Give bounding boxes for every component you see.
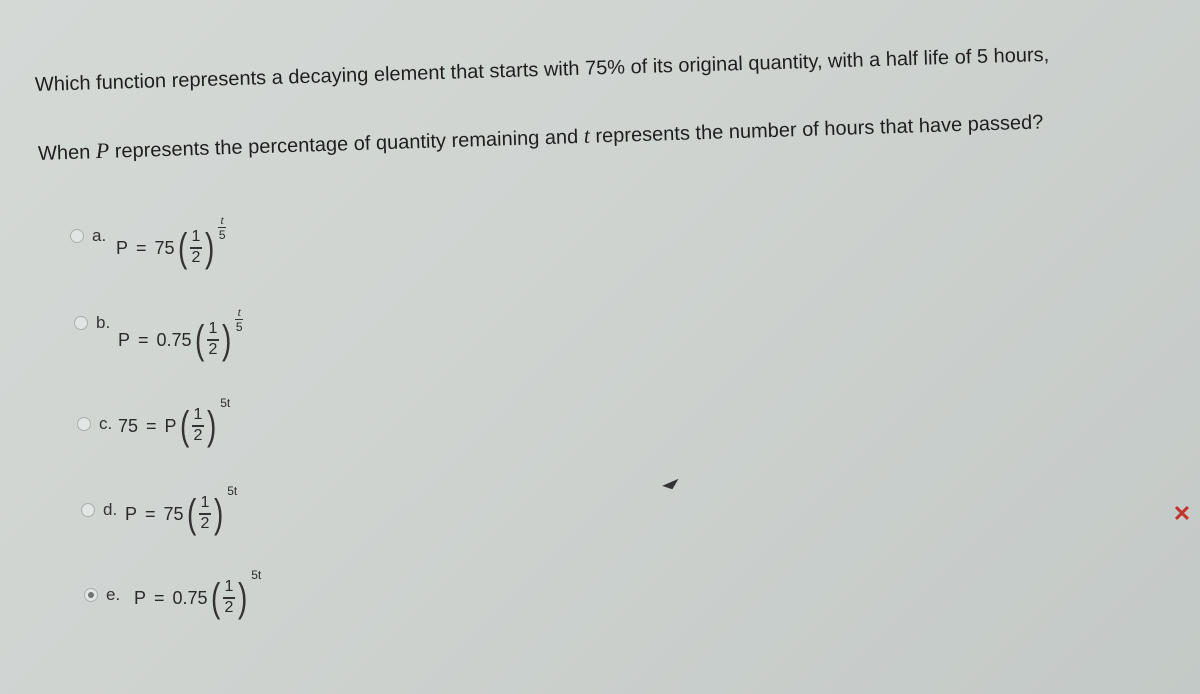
base-numerator: 1 bbox=[224, 578, 234, 596]
question-line2-prefix: When bbox=[37, 141, 97, 165]
formula-equals: = bbox=[136, 237, 147, 258]
formula-a bbox=[116, 213, 226, 270]
formula-lhs: P bbox=[134, 587, 147, 608]
formula-b bbox=[118, 305, 243, 362]
base-fraction bbox=[192, 407, 204, 444]
radio-button-d[interactable] bbox=[81, 503, 95, 517]
radio-button-b[interactable] bbox=[74, 316, 88, 330]
formula-equals: = bbox=[154, 587, 165, 608]
base-denominator: 2 bbox=[224, 598, 234, 616]
radio-button-e[interactable] bbox=[84, 588, 98, 602]
question-text-line-2 bbox=[38, 108, 1044, 166]
exponent: 5t bbox=[227, 484, 238, 498]
option-b[interactable] bbox=[74, 313, 124, 333]
formula-lhs: P bbox=[116, 237, 129, 258]
formula-lhs: 75 bbox=[118, 415, 139, 436]
formula-d bbox=[125, 484, 238, 536]
question-line2-middle: represents the percentage of quantity remaining and bbox=[108, 125, 585, 163]
open-paren: ( bbox=[194, 318, 204, 362]
formula-equals: = bbox=[138, 329, 149, 350]
radio-button-c[interactable] bbox=[77, 417, 91, 431]
formula-coefficient: 75 bbox=[163, 503, 184, 524]
variable-p: P bbox=[95, 137, 110, 164]
radio-button-a[interactable] bbox=[70, 229, 84, 243]
option-letter: a. bbox=[92, 226, 107, 245]
base-fraction bbox=[199, 495, 211, 532]
option-letter: e. bbox=[106, 585, 121, 604]
close-paren: ) bbox=[221, 318, 232, 362]
base-fraction bbox=[207, 321, 219, 358]
base-numerator: 1 bbox=[208, 320, 218, 338]
mouse-pointer-icon bbox=[661, 474, 683, 496]
open-paren: ( bbox=[177, 226, 187, 270]
variable-t: t bbox=[583, 122, 591, 148]
exponent: 5t bbox=[220, 396, 231, 410]
base-fraction bbox=[190, 229, 202, 266]
base-denominator: 2 bbox=[191, 248, 201, 266]
open-paren: ( bbox=[210, 576, 220, 620]
exponent-numerator: t bbox=[220, 213, 224, 227]
close-paren: ) bbox=[213, 492, 224, 536]
exponent-numerator: t bbox=[237, 305, 241, 319]
option-letter: b. bbox=[96, 313, 111, 332]
option-letter: c. bbox=[99, 414, 113, 433]
formula-coefficient: 0.75 bbox=[156, 329, 192, 350]
question-line2-suffix: represents the number of hours that have passed? bbox=[589, 111, 1044, 148]
base-denominator: 2 bbox=[200, 514, 210, 532]
formula-e bbox=[134, 568, 262, 620]
formula-c bbox=[118, 396, 231, 448]
formula-lhs: P bbox=[118, 329, 131, 350]
base-denominator: 2 bbox=[193, 426, 203, 444]
formula-coefficient: 75 bbox=[154, 237, 175, 258]
base-numerator: 1 bbox=[200, 494, 210, 512]
base-fraction bbox=[223, 579, 235, 616]
exponent-fraction bbox=[235, 306, 243, 333]
base-denominator: 2 bbox=[208, 340, 218, 358]
exponent-fraction bbox=[218, 214, 226, 241]
option-letter: d. bbox=[103, 500, 118, 519]
option-a[interactable] bbox=[70, 226, 120, 246]
option-d[interactable] bbox=[81, 500, 131, 520]
formula-equals: = bbox=[145, 503, 156, 524]
open-paren: ( bbox=[179, 404, 189, 448]
base-numerator: 1 bbox=[193, 406, 203, 424]
close-icon[interactable]: ✕ bbox=[1172, 501, 1192, 526]
formula-coefficient: P bbox=[164, 415, 177, 436]
formula-lhs: P bbox=[125, 503, 138, 524]
close-paren: ) bbox=[237, 576, 248, 620]
open-paren: ( bbox=[186, 492, 196, 536]
exponent-denominator: 5 bbox=[218, 228, 226, 242]
option-e[interactable] bbox=[84, 585, 134, 605]
exponent-denominator: 5 bbox=[235, 320, 243, 334]
close-paren: ) bbox=[204, 226, 215, 270]
exponent: 5t bbox=[251, 568, 262, 582]
formula-equals: = bbox=[146, 415, 157, 436]
base-numerator: 1 bbox=[191, 228, 201, 246]
close-paren: ) bbox=[206, 404, 217, 448]
question-text-line-1: Which function represents a decaying element that starts with 75% of its original quantity, with a half life of 5 hours, bbox=[34, 43, 1050, 96]
formula-coefficient: 0.75 bbox=[172, 587, 208, 608]
